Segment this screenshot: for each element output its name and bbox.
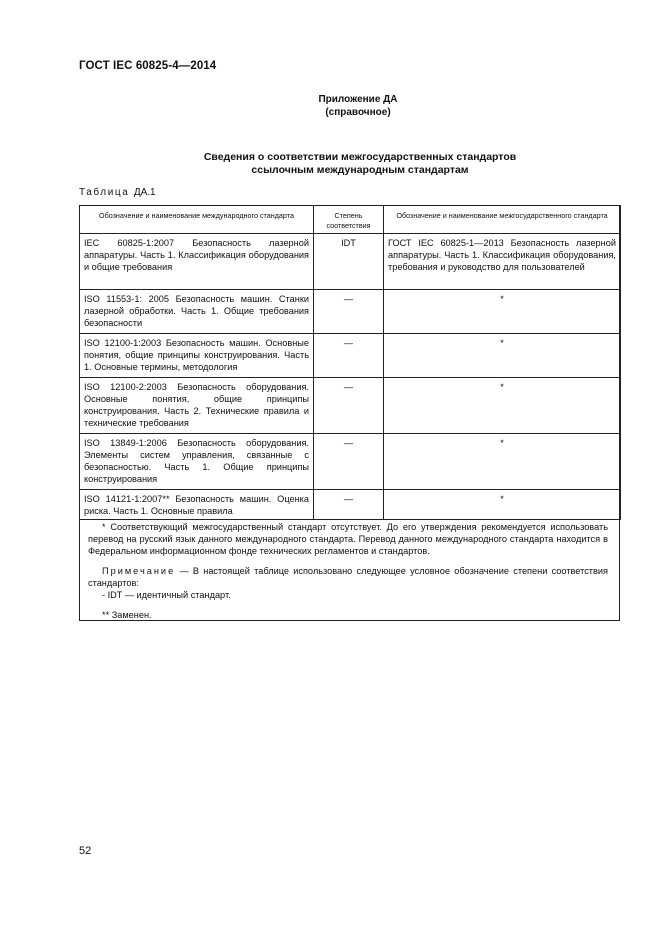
table-row xyxy=(80,234,621,290)
note-paragraph xyxy=(88,565,608,589)
footnote-replaced: ** Заменен. xyxy=(102,610,152,620)
section-title xyxy=(80,151,640,177)
table-row xyxy=(80,434,621,490)
header-international: Обозначение и наименование международного стандарта xyxy=(80,206,314,234)
document-code: ГОСТ IEC 60825-4—2014 xyxy=(79,60,217,72)
cell-degree: — xyxy=(314,334,384,378)
cell-national: * xyxy=(384,334,621,378)
cell-international: ISO 11553-1: 2005 Безопасность машин. Станки лазерной обработки. Часть 1. Общие требования безопасности xyxy=(80,290,314,334)
cell-degree: — xyxy=(314,378,384,434)
table-header-row xyxy=(80,206,621,234)
cell-degree: — xyxy=(314,290,384,334)
cell-national: * xyxy=(384,434,621,490)
cell-national: * xyxy=(384,378,621,434)
note-text: — В настоящей таблице использовано следующее условное обозначение степени соответствия стандартов: xyxy=(88,566,608,588)
cell-international: ISO 12100-1:2003 Безопасность машин. Основные понятия, общие принципы конструирования. Часть 1. Основные термины, методология xyxy=(80,334,314,378)
table-label xyxy=(79,187,156,198)
cell-degree: — xyxy=(314,490,384,520)
page-number: 52 xyxy=(79,845,92,857)
cell-degree: — xyxy=(314,434,384,490)
idt-definition: - IDT — идентичный стандарт. xyxy=(102,590,231,600)
table-row xyxy=(80,334,621,378)
header-degree: Степень соответствия xyxy=(314,206,384,234)
header-national: Обозначение и наименование межгосударственного стандарта xyxy=(384,206,621,234)
correspondence-table xyxy=(79,205,621,520)
cell-national: * xyxy=(384,490,621,520)
cell-national: * xyxy=(384,290,621,334)
cell-international: ISO 13849-1:2006 Безопасность оборудования. Элементы систем управления, связанные с безопасностью. Часть 1. Общие принципы конструирования xyxy=(80,434,314,490)
annex-title: Приложение ДА xyxy=(318,94,398,105)
cell-degree: IDT xyxy=(314,234,384,290)
table-notes xyxy=(79,521,620,621)
section-title-line-2: ссылочным международным стандартам xyxy=(251,164,469,176)
note-label: Примечание xyxy=(102,566,176,576)
table-label-word: Таблица xyxy=(79,187,130,198)
cell-international: IEC 60825-1:2007 Безопасность лазерной аппаратуры. Часть 1. Классификация оборудования и общие требования xyxy=(80,234,314,290)
table-row xyxy=(80,290,621,334)
table-row xyxy=(80,378,621,434)
annex-kind: (справочное) xyxy=(325,107,391,118)
cell-national: ГОСТ IEC 60825-1—2013 Безопасность лазерной аппаратуры. Часть 1. Классификация оборудования, требования и руководство для пользователей xyxy=(384,234,621,290)
table-row xyxy=(80,490,621,520)
section-title-line-1: Сведения о соответствии межгосударственных стандартов xyxy=(203,151,517,163)
table-label-number: ДА.1 xyxy=(133,187,156,198)
cell-international: ISO 12100-2:2003 Безопасность оборудования. Основные понятия, общие принципы конструирования. Часть 2. Технические правила и технические требования xyxy=(80,378,314,434)
cell-international: ISO 14121-1:2007** Безопасность машин. Оценка риска. Часть 1. Основные правила xyxy=(80,490,314,520)
footnote-no-standard: * Соответствующий межгосударственный стандарт отсутствует. До его утверждения рекомендуется использовать перевод на русский язык данного международного стандарта. Перевод данного международного стандарта находится в Федеральном информационном фонде технических регламентов и стандартов. xyxy=(88,522,608,556)
